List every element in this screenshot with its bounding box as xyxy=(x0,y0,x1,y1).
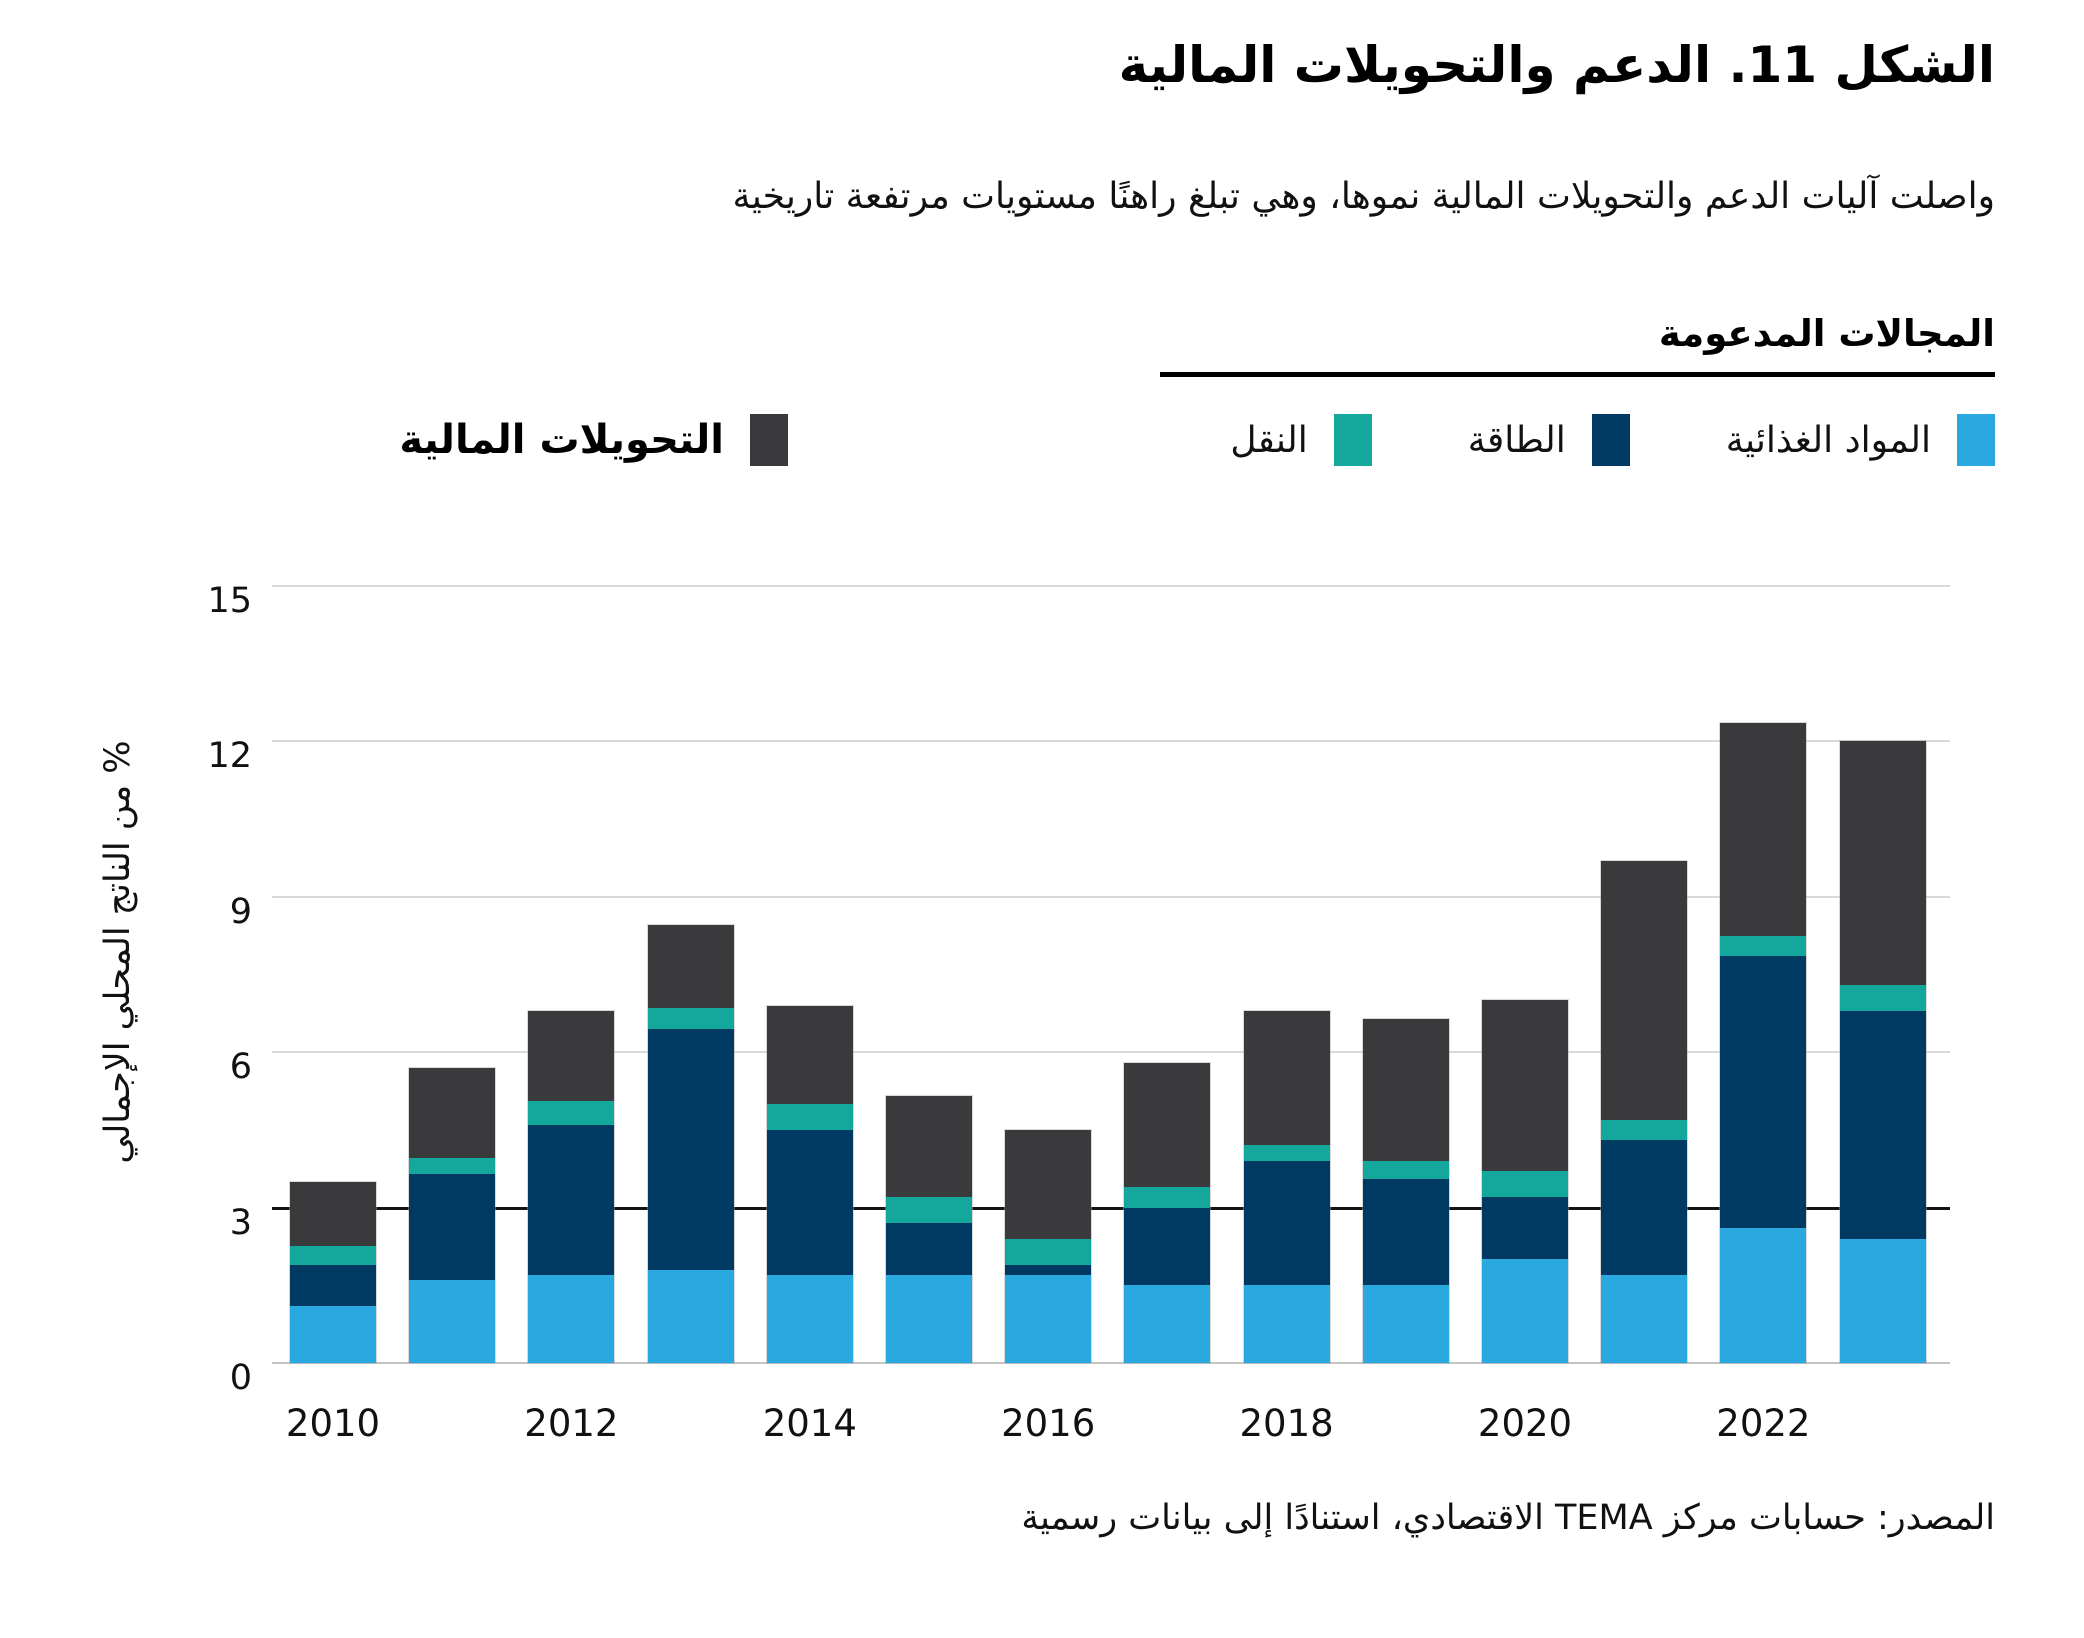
gridline-0 xyxy=(272,1362,1950,1364)
bar-2020 xyxy=(1482,1000,1568,1363)
gridline-15 xyxy=(272,585,1950,587)
bar-2011 xyxy=(409,1068,495,1363)
bar-2023-segment-energy xyxy=(1840,1011,1926,1239)
bar-2012-segment-transfers xyxy=(528,1011,614,1102)
bar-2010-segment-food xyxy=(290,1306,376,1363)
gridline-6 xyxy=(272,1051,1950,1053)
bar-2016 xyxy=(1005,1130,1091,1363)
bar-2018-segment-food xyxy=(1244,1285,1330,1363)
bar-2021 xyxy=(1601,861,1687,1363)
bar-2019-segment-transfers xyxy=(1363,1019,1449,1161)
x-tick-2016: 2016 xyxy=(1001,1402,1096,1445)
transport-swatch-icon xyxy=(1334,414,1372,466)
x-tick-2020: 2020 xyxy=(1477,1402,1573,1445)
bar-2019-segment-energy xyxy=(1363,1179,1449,1285)
legend-label-transport: النقل xyxy=(1230,419,1308,461)
bar-2021-segment-transfers xyxy=(1601,861,1687,1120)
plot-area xyxy=(272,586,1950,1363)
bar-2011-segment-energy xyxy=(409,1174,495,1280)
y-tick-0: 0 xyxy=(229,1358,252,1398)
bar-2016-segment-food xyxy=(1005,1275,1091,1363)
source-note: المصدر: حسابات مركز TEMA الاقتصادي، استنادًا إلى بيانات رسمية xyxy=(1021,1498,1995,1538)
figure-title: الشكل 11. الدعم والتحويلات المالية xyxy=(1118,36,1995,94)
bar-2017-segment-energy xyxy=(1124,1208,1210,1286)
bar-2023-segment-transfers xyxy=(1840,741,1926,984)
bar-2020-segment-food xyxy=(1482,1259,1568,1363)
y-axis-title: % من الناتج المحلي الإجمالي xyxy=(98,740,138,1164)
x-tick-2010: 2010 xyxy=(285,1402,381,1445)
bar-2014-segment-transport xyxy=(767,1104,853,1130)
transfers-swatch-icon xyxy=(750,414,788,466)
bar-2020-segment-transfers xyxy=(1482,1000,1568,1171)
legend-label-energy: الطاقة xyxy=(1467,419,1566,461)
bar-2023-segment-food xyxy=(1840,1239,1926,1363)
legend-label-transfers: التحويلات المالية xyxy=(399,417,724,463)
figure-subtitle: واصلت آليات الدعم والتحويلات المالية نموها، وهي تبلغ راهنًا مستويات مرتفعة تاريخية xyxy=(732,176,1995,217)
bar-2019-segment-food xyxy=(1363,1285,1449,1363)
bar-2010-segment-energy xyxy=(290,1265,376,1306)
bar-2014-segment-energy xyxy=(767,1130,853,1275)
energy-swatch-icon xyxy=(1592,414,1630,466)
y-tick-6: 6 xyxy=(229,1047,252,1088)
bar-2012-segment-food xyxy=(528,1275,614,1363)
bar-2010-segment-transport xyxy=(290,1246,376,1264)
x-tick-2022: 2022 xyxy=(1716,1402,1811,1445)
bar-2015-segment-transfers xyxy=(886,1096,972,1197)
bar-2013-segment-transport xyxy=(648,1008,734,1029)
legend-item-transport xyxy=(1230,414,1371,466)
bar-2019-segment-transport xyxy=(1363,1161,1449,1179)
bar-2010-segment-transfers xyxy=(290,1182,376,1247)
bar-2013 xyxy=(648,925,734,1363)
bar-2015-segment-transport xyxy=(886,1197,972,1223)
bar-2015 xyxy=(886,1096,972,1363)
legend-group-title: المجالات المدعومة xyxy=(1658,312,1995,355)
bar-2014-segment-transfers xyxy=(767,1006,853,1104)
bar-2011-segment-transfers xyxy=(409,1068,495,1159)
bar-2010 xyxy=(290,1182,376,1363)
bar-2018-segment-energy xyxy=(1244,1161,1330,1285)
bar-2016-segment-transfers xyxy=(1005,1130,1091,1239)
bar-2016-segment-energy xyxy=(1005,1265,1091,1275)
bar-2021-segment-energy xyxy=(1601,1140,1687,1275)
bar-2019 xyxy=(1363,1019,1449,1363)
gridline-12 xyxy=(272,740,1950,742)
bar-2013-segment-food xyxy=(648,1270,734,1363)
bar-2016-segment-transport xyxy=(1005,1239,1091,1265)
bar-2013-segment-energy xyxy=(648,1029,734,1270)
bar-2021-segment-transport xyxy=(1601,1120,1687,1141)
food-swatch-icon xyxy=(1957,414,1995,466)
bar-2018-segment-transfers xyxy=(1244,1011,1330,1146)
bar-2021-segment-food xyxy=(1601,1275,1687,1363)
legend-supported-areas xyxy=(1230,414,1995,466)
x-tick-2012: 2012 xyxy=(524,1402,619,1445)
bar-2018-segment-transport xyxy=(1244,1145,1330,1161)
bar-2014-segment-food xyxy=(767,1275,853,1363)
legend-item-energy xyxy=(1468,414,1630,466)
bar-2020-segment-transport xyxy=(1482,1171,1568,1197)
y-tick-3: 3 xyxy=(229,1202,252,1243)
reference-gridline-3 xyxy=(272,1207,1950,1210)
y-tick-12: 12 xyxy=(207,736,252,777)
bar-2017-segment-transfers xyxy=(1124,1063,1210,1187)
bar-2018 xyxy=(1244,1011,1330,1363)
bar-2022 xyxy=(1720,723,1806,1363)
bar-2011-segment-transport xyxy=(409,1158,495,1174)
bar-2022-segment-transfers xyxy=(1720,723,1806,935)
bar-2022-segment-transport xyxy=(1720,936,1806,957)
bar-2022-segment-food xyxy=(1720,1228,1806,1363)
bar-2012 xyxy=(528,1011,614,1363)
bar-2022-segment-energy xyxy=(1720,956,1806,1228)
bar-2023-segment-transport xyxy=(1840,985,1926,1011)
gridline-9 xyxy=(272,896,1950,898)
x-tick-2018: 2018 xyxy=(1239,1402,1334,1445)
bar-2023 xyxy=(1840,741,1926,1363)
y-tick-15: 15 xyxy=(207,581,252,621)
y-tick-9: 9 xyxy=(229,891,252,932)
bar-2013-segment-transfers xyxy=(648,925,734,1008)
bar-2020-segment-energy xyxy=(1482,1197,1568,1259)
bar-2017 xyxy=(1124,1063,1210,1363)
legend-item-transfers xyxy=(399,414,788,466)
legend-item-food xyxy=(1726,414,1995,466)
bar-2014 xyxy=(767,1006,853,1363)
bar-2011-segment-food xyxy=(409,1280,495,1363)
legend-label-food: المواد الغذائية xyxy=(1725,419,1931,461)
bar-2015-segment-food xyxy=(886,1275,972,1363)
bar-2017-segment-transport xyxy=(1124,1187,1210,1208)
bar-2015-segment-energy xyxy=(886,1223,972,1275)
bar-2012-segment-energy xyxy=(528,1125,614,1275)
bar-2012-segment-transport xyxy=(528,1101,614,1124)
legend-underline xyxy=(1160,372,1995,377)
x-tick-2014: 2014 xyxy=(762,1402,857,1445)
bar-2017-segment-food xyxy=(1124,1285,1210,1363)
